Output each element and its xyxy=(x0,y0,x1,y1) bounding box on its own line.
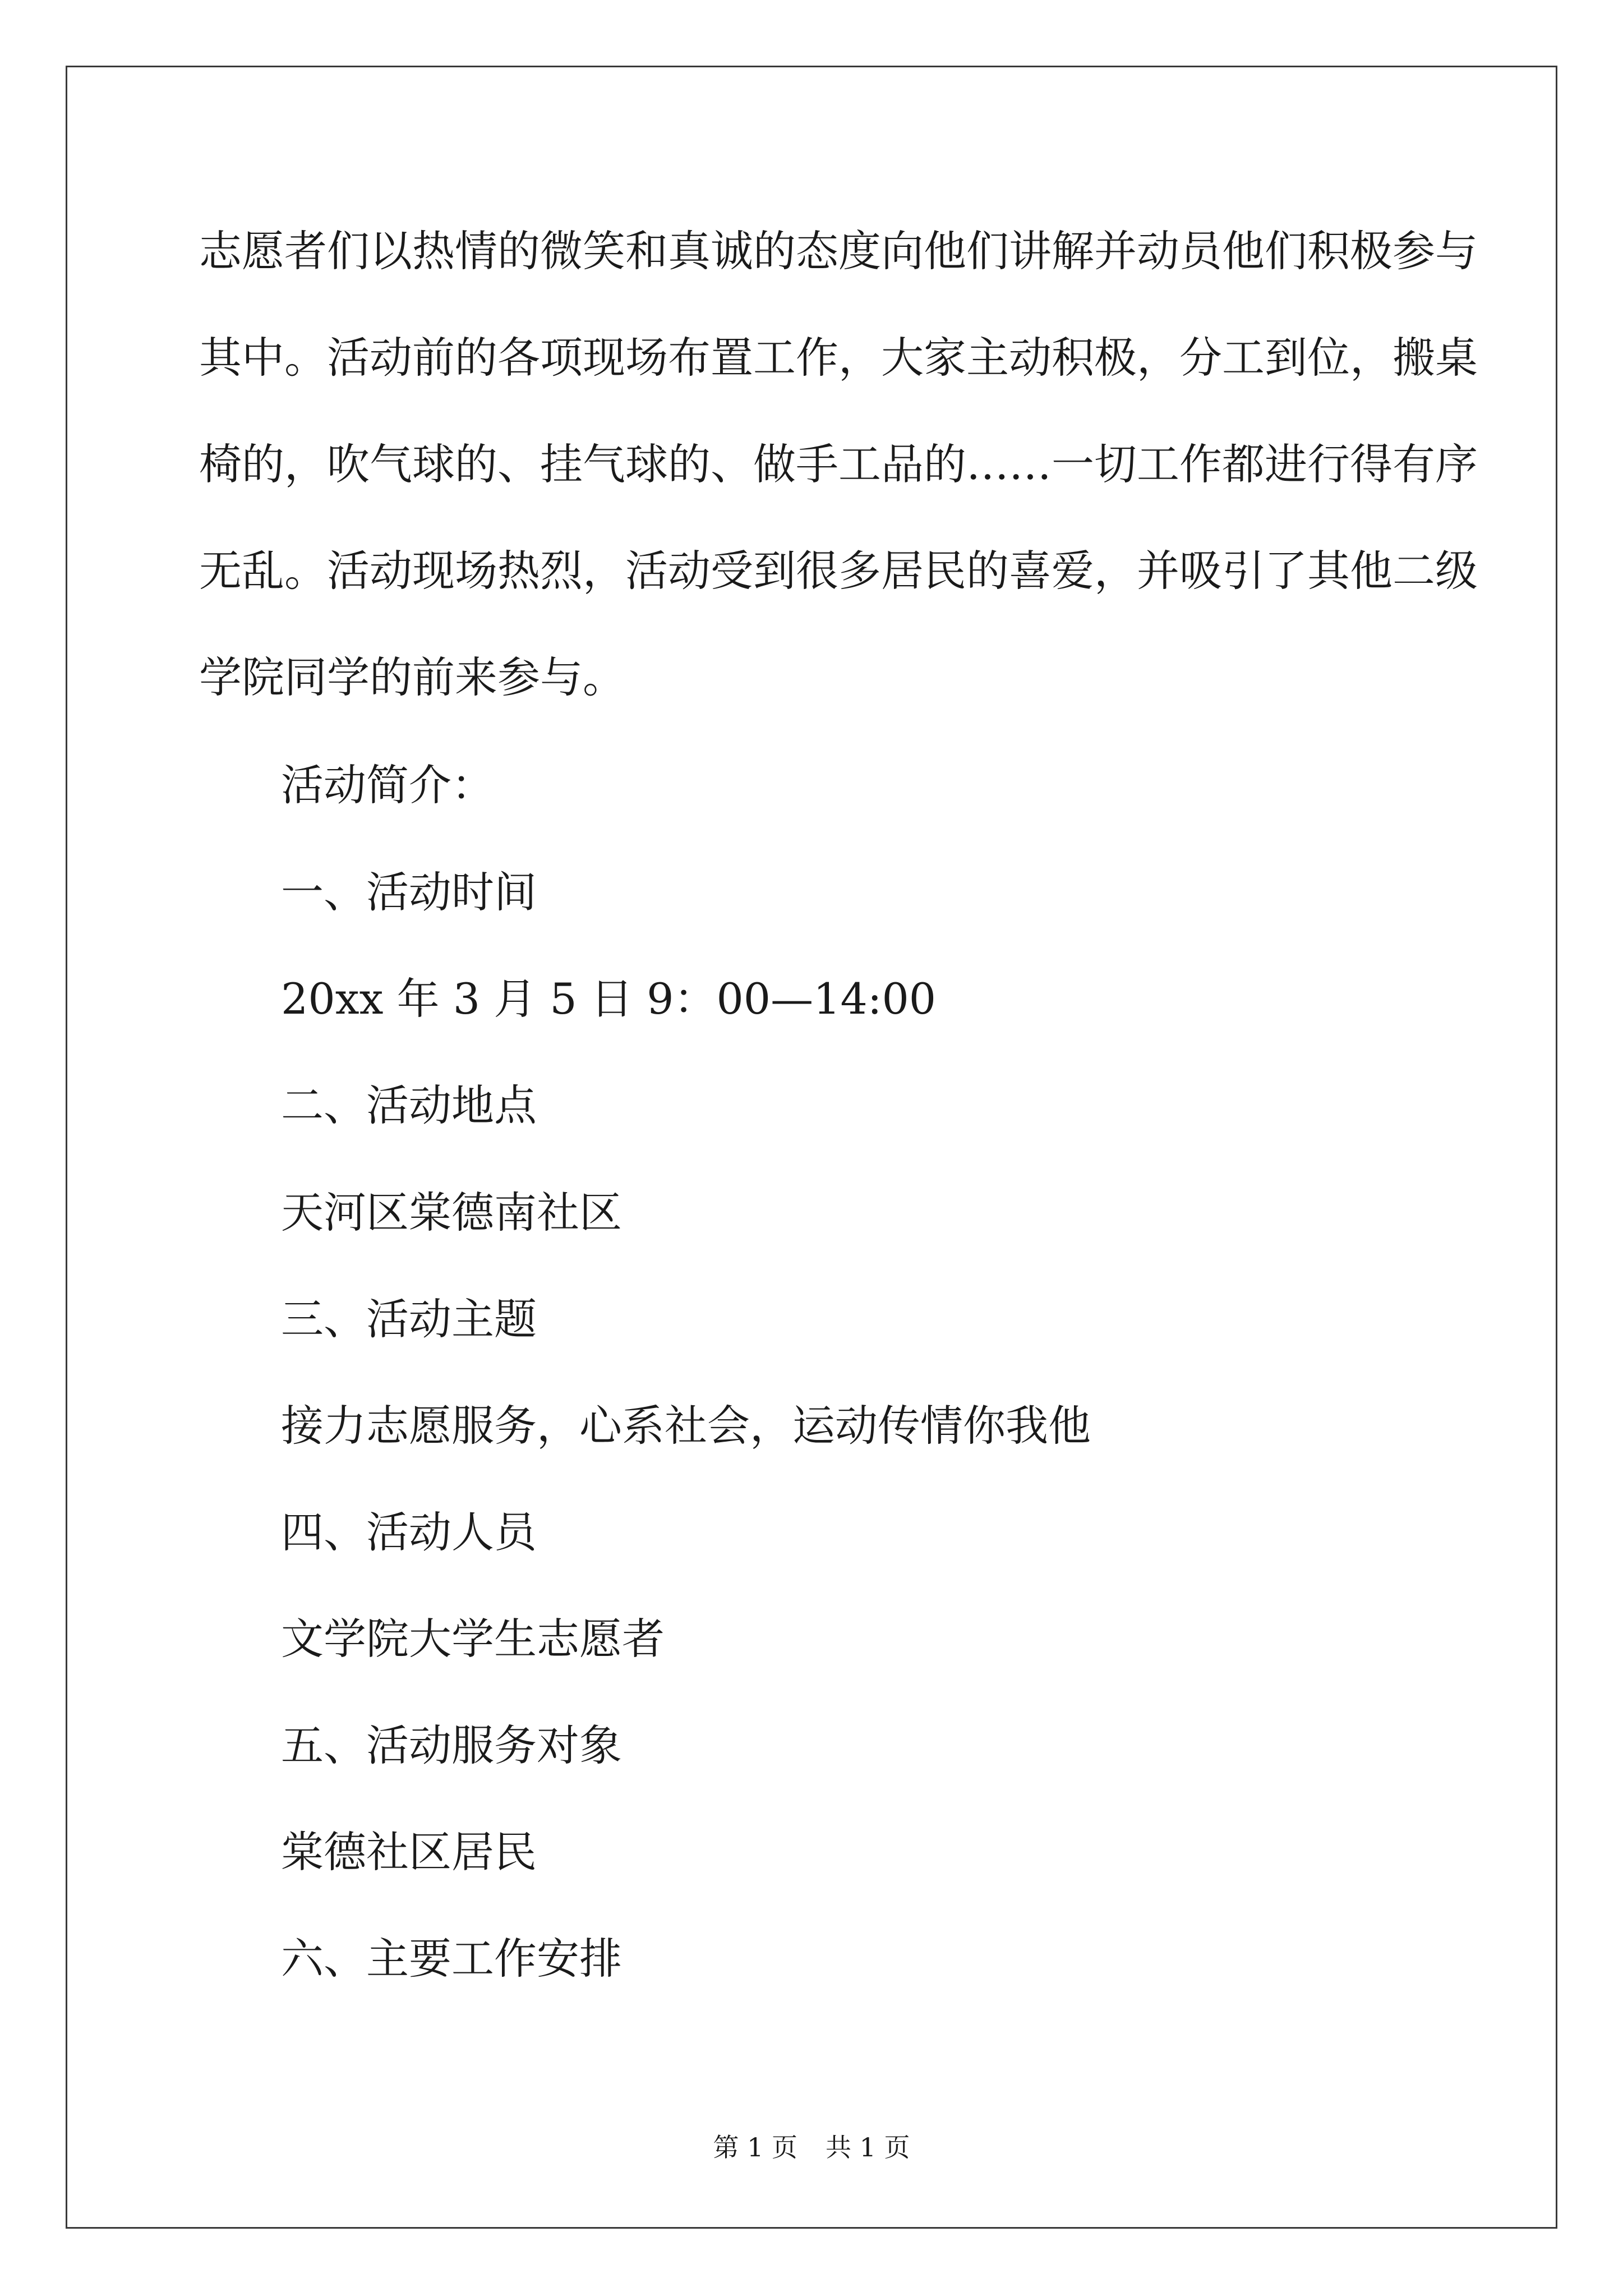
paragraph-line-4: 无乱。活动现场热烈，活动受到很多居民的喜爱，并吸引了其他二级 xyxy=(199,546,1478,596)
paragraph-line-3: 椅的，吹气球的、挂气球的、做手工品的……一切工作都进行得有序 xyxy=(199,439,1478,489)
section-people-heading: 四、活动人员 xyxy=(281,1507,537,1557)
page-border xyxy=(66,66,1557,2229)
section-target-heading: 五、活动服务对象 xyxy=(281,1720,622,1770)
paragraph-line-2: 其中。活动前的各项现场布置工作，大家主动积极，分工到位，搬桌 xyxy=(199,333,1478,383)
paragraph-line-5: 学院同学的前来参与。 xyxy=(199,652,625,702)
page-number-current: 第 1 页 xyxy=(713,2132,797,2162)
section-theme-heading: 三、活动主题 xyxy=(281,1294,537,1344)
section-time-value: 20xx 年 3 月 5 日 9：00—14:00 xyxy=(281,974,937,1024)
section-location-heading: 二、活动地点 xyxy=(281,1080,537,1130)
section-location-value: 天河区棠德南社区 xyxy=(281,1188,622,1237)
section-work-heading: 六、主要工作安排 xyxy=(281,1934,622,1984)
section-target-value: 棠德社区居民 xyxy=(281,1827,537,1877)
section-people-value: 文学院大学生志愿者 xyxy=(281,1614,665,1664)
page-footer xyxy=(0,2131,1623,2164)
paragraph-line-1: 志愿者们以热情的微笑和真诚的态度向他们讲解并动员他们积极参与 xyxy=(199,226,1478,276)
section-time-heading: 一、活动时间 xyxy=(281,867,537,917)
section-theme-value: 接力志愿服务，心系社会，运动传情你我他 xyxy=(281,1401,1091,1451)
page-number-total: 共 1 页 xyxy=(826,2132,910,2162)
section-intro-heading: 活动简介： xyxy=(281,760,494,810)
